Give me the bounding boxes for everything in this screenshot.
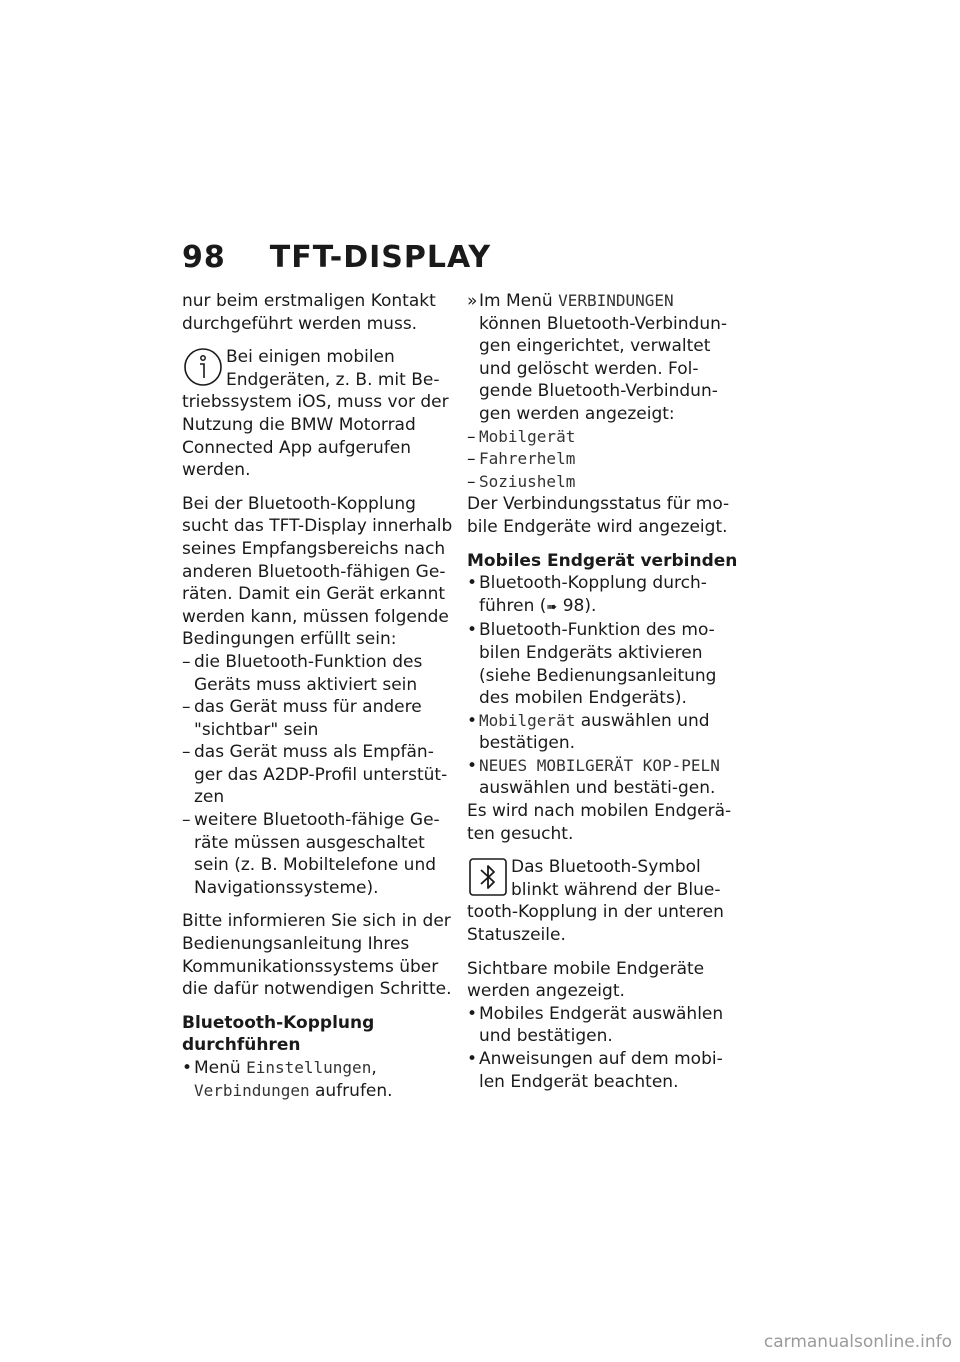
bullet-marker: • xyxy=(182,1058,193,1078)
bluetooth-note-text: Das Bluetooth-Symbol blinkt während der Blue-tooth-Kopplung in der unteren Statuszeile. xyxy=(467,857,724,946)
section-heading: Bluetooth-Kopplung durchführen xyxy=(182,1012,375,1056)
info-note-text: Bei einigen mobilen Endgeräten, z. B. mit Be-triebssystem iOS, muss vor der Nutzung die BMW Motorrad Connected App aufgerufen werden. xyxy=(182,347,449,481)
dash-marker: – xyxy=(467,426,476,447)
dash-marker: – xyxy=(182,697,191,718)
dash-marker: – xyxy=(467,449,476,470)
arrow-marker: » xyxy=(467,291,478,311)
list-item: – Mobilgerät xyxy=(467,426,576,447)
menu-path: Einstellungen xyxy=(246,1058,372,1077)
page-title: TFT-DISPLAY xyxy=(269,240,492,275)
bluetooth-icon xyxy=(467,856,509,898)
list-item: – Fahrerhelm xyxy=(467,449,576,470)
paragraph: Bitte informieren Sie sich in der Bedienungsanleitung Ihres Kommunikationssystems über die dafür notwendigen Schritte. xyxy=(182,911,452,1000)
left-column xyxy=(182,290,457,1102)
info-icon xyxy=(182,346,224,388)
list-item: – weitere Bluetooth-fähige Ge-räte müssen ausgeschaltet sein (z. B. Mobiltelefone und Navigationssysteme). xyxy=(182,810,440,898)
bullet-marker: • xyxy=(467,620,478,641)
menu-path: Verbindungen xyxy=(194,1080,310,1100)
dash-marker: – xyxy=(182,742,191,763)
list-item: – Soziushelm xyxy=(467,471,576,492)
dash-marker: – xyxy=(182,651,191,672)
menu-path: NEUES MOBILGERÄT KOP-PELN xyxy=(479,755,720,775)
menu-path: VERBINDUNGEN xyxy=(558,291,674,310)
bullet-marker: • xyxy=(467,1049,478,1069)
bluetooth-note xyxy=(467,856,739,946)
list-item: » Im Menü VERBINDUNGEN können Bluetooth-Verbindun-gen eingerichtet, verwaltet und gelöscht werden. Fol-gende Bluetooth-Verbindun-gen werden angezeigt: xyxy=(467,291,728,424)
list-item: – die Bluetooth-Funktion des Geräts muss aktiviert sein xyxy=(182,651,423,695)
list-item: • Bluetooth-Kopplung durch-führen (➠ 98). xyxy=(467,573,707,616)
paragraph: Sichtbare mobile Endgeräte werden angezeigt. xyxy=(467,958,705,1002)
list-item: – das Gerät muss als Empfän-ger das A2DP-Profil unterstüt-zen xyxy=(182,742,448,808)
bullet-marker: • xyxy=(467,710,478,731)
connections-list xyxy=(467,426,739,494)
dash-marker: – xyxy=(182,810,191,831)
conditions-list xyxy=(182,651,457,900)
list-item: • Mobiles Endgerät auswählen und bestätigen. xyxy=(467,1003,724,1047)
list-item: • Bluetooth-Funktion des mo-bilen Endgeräts aktivieren (siehe Bedienungsanleitung des mobilen Endgeräts). xyxy=(467,620,717,709)
page-header xyxy=(182,240,491,275)
section-heading: Mobiles Endgerät verbinden xyxy=(467,550,738,571)
bullet-marker: • xyxy=(467,573,478,594)
list-item: • Anweisungen auf dem mobi-len Endgerät beachten. xyxy=(467,1049,723,1092)
menu-path: Mobilgerät xyxy=(479,710,576,730)
list-item: • NEUES MOBILGERÄT KOP-PELN auswählen und bestäti-gen. xyxy=(467,755,720,799)
watermark: carmanualsonline.info xyxy=(763,1332,952,1352)
right-column xyxy=(467,290,739,1093)
list-item: – das Gerät muss für andere "sichtbar" sein xyxy=(182,697,422,740)
paragraph: Der Verbindungsstatus für mo-bile Endgeräte wird angezeigt. xyxy=(467,494,730,537)
list-item: • Menü Einstellungen, Verbindungen aufrufen. xyxy=(182,1058,393,1101)
bullet-marker: • xyxy=(467,1003,478,1024)
list-item: • Mobilgerät auswählen und bestätigen. xyxy=(467,710,710,754)
reference-arrow-icon: ➠ xyxy=(546,599,558,615)
paragraph: nur beim erstmaligen Kontakt durchgeführt werden muss. xyxy=(182,291,436,334)
bullet-marker: • xyxy=(467,755,478,776)
info-note xyxy=(182,346,457,482)
paragraph: Bei der Bluetooth-Kopplung sucht das TFT-Display innerhalb seines Empfangsbereichs nach anderen Bluetooth-fähigen Ge-räten. Damit ein Gerät erkannt werden kann, müssen folgende Bedingungen erfüllt sein: xyxy=(182,493,453,650)
page-number: 98 xyxy=(182,240,226,275)
paragraph: Es wird nach mobilen Endgerä-ten gesucht. xyxy=(467,801,732,844)
dash-marker: – xyxy=(467,471,476,492)
